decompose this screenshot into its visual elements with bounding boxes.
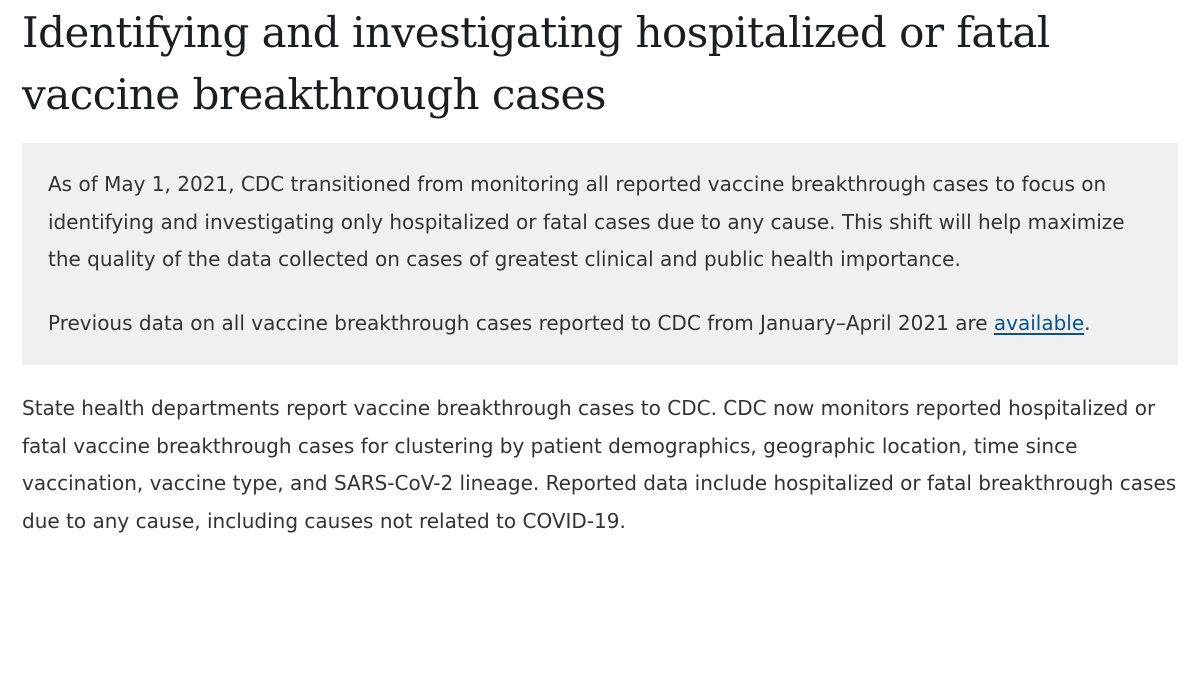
article-content [22, 0, 1178, 540]
available-link[interactable]: available [993, 310, 1085, 335]
page-title: Identifying and investigating hospitalized or fatal vaccine breakthrough cases [22, 8, 1050, 119]
body-paragraph: State health departments report vaccine breakthrough cases to CDC. CDC now monitors reported hospitalized or fatal vaccine breakthrough cases for clustering by patient demographics, geographic location, time since vaccination, vaccine type, and SARS-CoV-2 lineage. Reported data include hospitalized or fatal breakthrough cases due to any cause, including causes not related to COVID-19. [22, 396, 1177, 533]
callout-paragraph-1: As of May 1, 2021, CDC transitioned from monitoring all reported vaccine breakthrough cases to focus on identifying and investigating only hospitalized or fatal cases due to any cause. This shift will help maximize the quality of the data collected on cases of greatest clinical and public health importance. [48, 172, 1125, 271]
callout-paragraph-2-text: Previous data on all vaccine breakthrough cases reported to CDC from January–April 2021 are [48, 310, 994, 335]
callout-paragraph-2 [48, 305, 1152, 343]
callout-box [22, 143, 1178, 365]
callout-paragraph-2-period: . [1084, 310, 1091, 335]
